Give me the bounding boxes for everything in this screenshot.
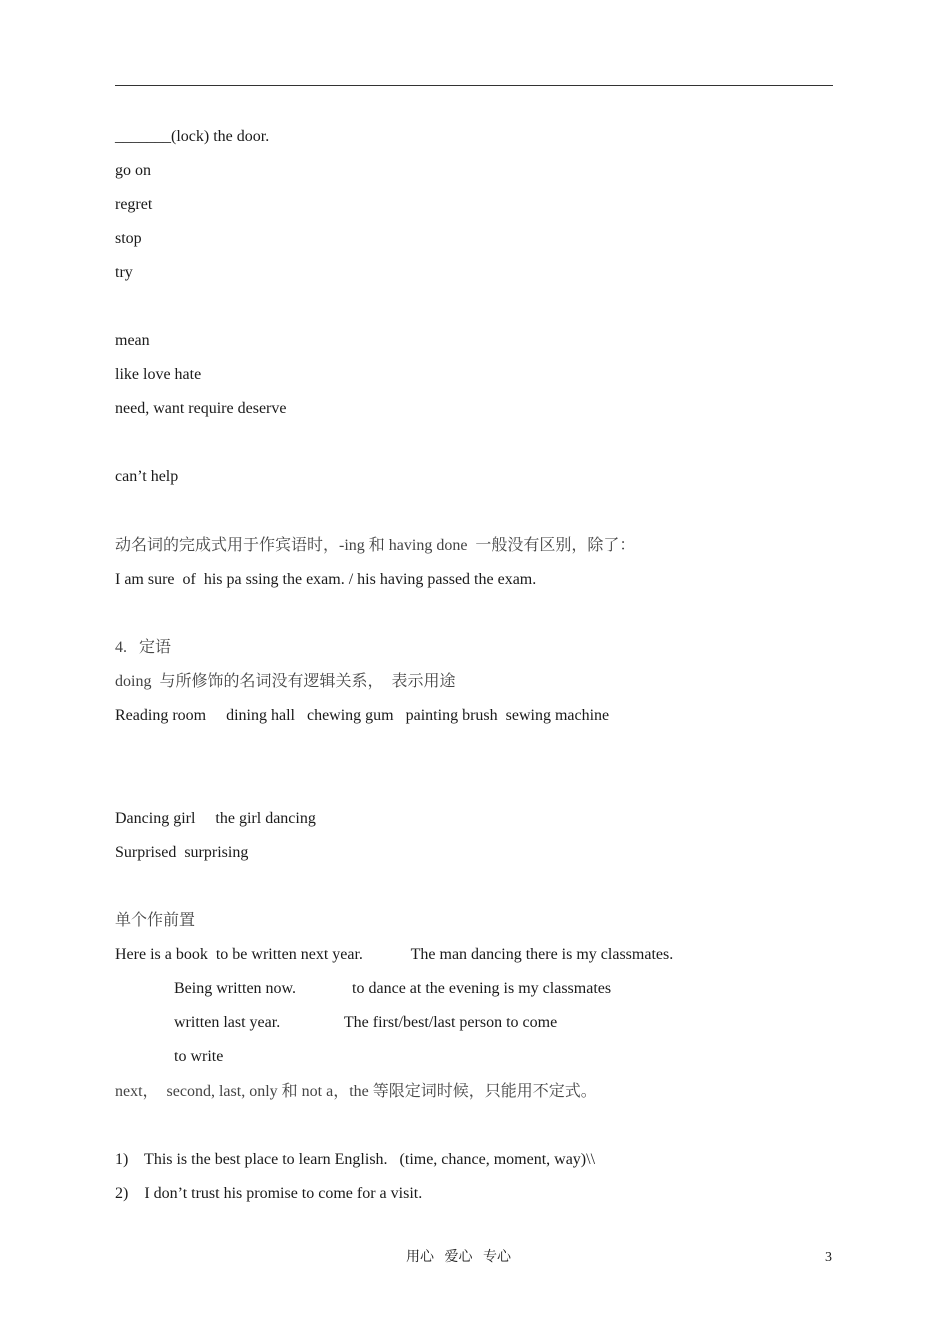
text-line: regret (115, 196, 153, 213)
list-item: 1) This is the best place to learn English. (time, chance, moment, way)\\ (115, 1151, 596, 1168)
section-heading: 4. 定语 (115, 639, 172, 656)
text-line: go on (115, 162, 151, 179)
text-line: Dancing girl the girl dancing (115, 810, 316, 827)
text-line: Here is a book to be written next year. The man dancing there is my classmates. (115, 946, 674, 963)
text-line: to write (174, 1048, 224, 1065)
text-line: can’t help (115, 468, 179, 485)
header-rule (115, 85, 833, 86)
list-item: 2) I don’t trust his promise to come for a visit. (115, 1185, 423, 1202)
text-line: Being written now. to dance at the evening is my classmates (174, 980, 612, 997)
text-line: 单个作前置 (115, 912, 196, 929)
text-line: try (115, 264, 133, 281)
footer-text: 用心 爱心 专心 (406, 1250, 511, 1265)
text-line: 动名词的完成式用于作宾语时，-ing 和 having done 一般没有区别，除了： (115, 537, 636, 554)
text-line: stop (115, 230, 142, 247)
page-number: 3 (825, 1250, 832, 1265)
text-line: _______(lock) the door. (115, 128, 270, 145)
text-line: need, want require deserve (115, 400, 287, 417)
text-line: I am sure of his pa ssing the exam. / his having passed the exam. (115, 571, 537, 588)
text-line: Reading room dining hall chewing gum painting brush sewing machine (115, 707, 610, 724)
text-line: doing 与所修饰的名词没有逻辑关系， 表示用途 (115, 673, 456, 690)
text-line: like love hate (115, 366, 202, 383)
text-line: Surprised surprising (115, 844, 249, 861)
text-line: written last year. The first/best/last person to come (174, 1014, 558, 1031)
text-line: mean (115, 332, 150, 349)
text-line: next， second, last, only 和 not a，the 等限定词时候，只能用不定式。 (115, 1083, 597, 1100)
